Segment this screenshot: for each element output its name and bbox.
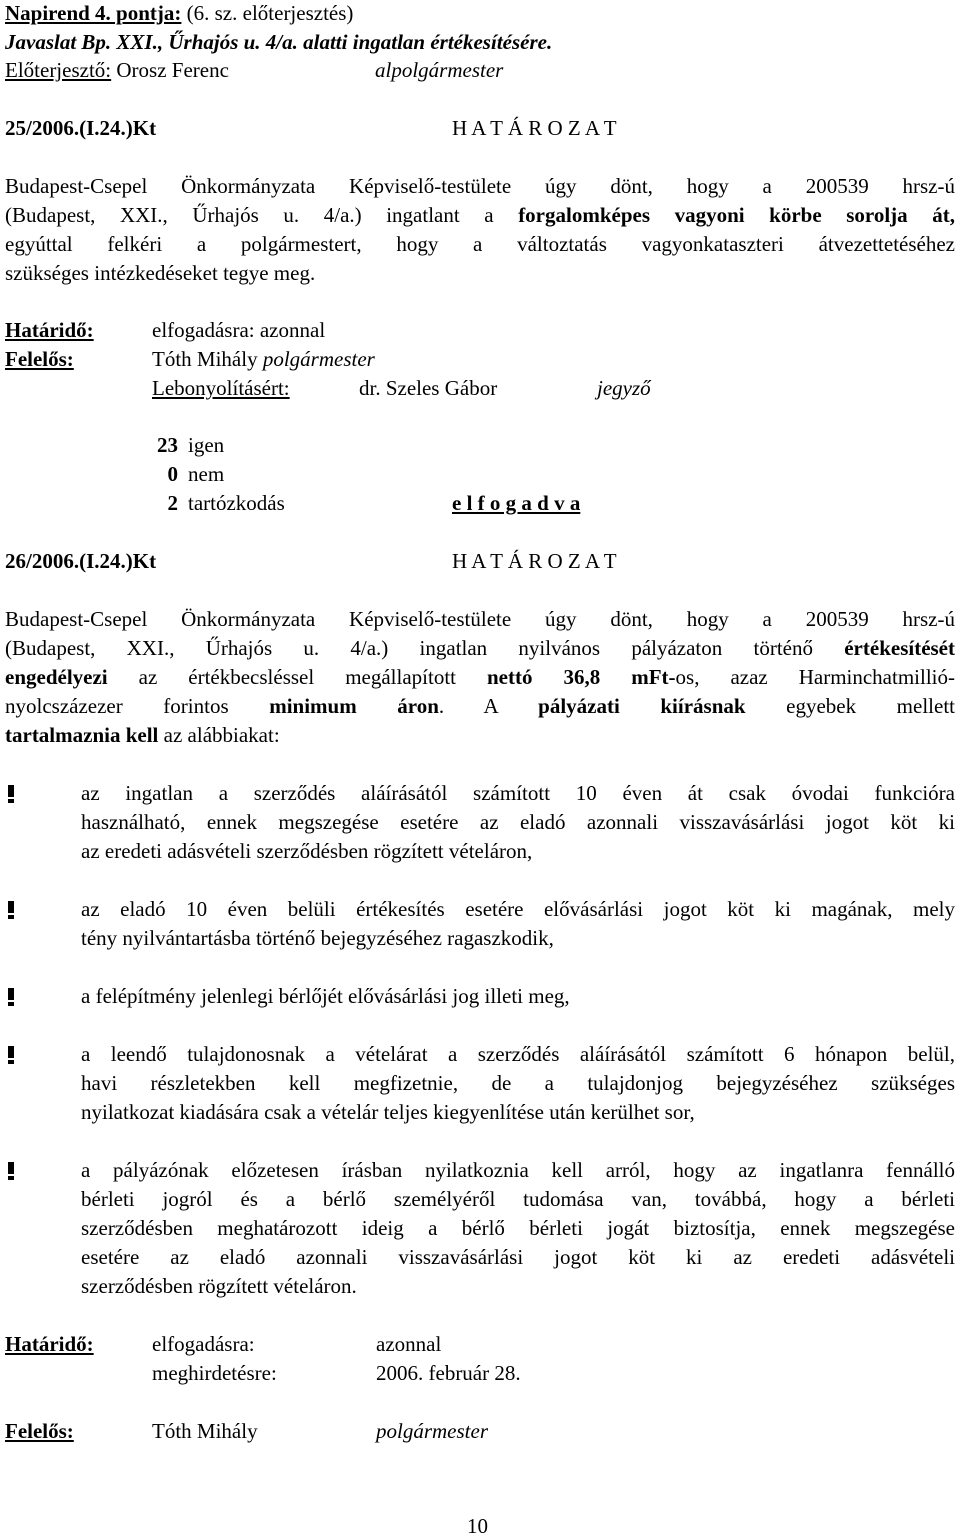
resolution-text-line: engedélyezi az értékbecsléssel megállapított nettó 36,8 mFt-os, azaz Harminchatmillió- bbox=[5, 665, 956, 689]
bullet-line: a leendő tulajdonosnak a vételárat a szerződés aláírásától számított 6 hónapon belül, bbox=[81, 1042, 955, 1066]
bullet-line: esetére az eladó azonnali visszavásárlási jogot köt ki az eredeti adásvételi bbox=[81, 1245, 955, 1269]
vote-count: 2 bbox=[167, 491, 178, 515]
resolution-text-line: Budapest-Csepel Önkormányzata Képviselő-testülete úgy dönt, hogy a 200539 hrsz-ú bbox=[5, 174, 955, 198]
exclamation-bullet-icon bbox=[5, 1162, 17, 1180]
exclamation-bullet-icon bbox=[5, 901, 17, 919]
bullet-line: a felépítmény jelenlegi bérlőjét elővásárlási jog illeti meg, bbox=[81, 984, 570, 1008]
resolution-text-line: egyúttal felkéri a polgármestert, hogy a változtatás vagyonkataszteri átvezettetéséhez bbox=[5, 232, 955, 256]
deadline-label: Határidő: bbox=[5, 1332, 94, 1356]
execution-label: Lebonyolításért: bbox=[152, 376, 290, 400]
vote-label: tartózkodás bbox=[188, 491, 285, 515]
responsible-title: polgármester bbox=[262, 347, 375, 371]
exclamation-bullet-icon bbox=[5, 988, 17, 1006]
vote-label: nem bbox=[188, 462, 225, 486]
responsible-name: Tóth Mihály bbox=[152, 1419, 258, 1443]
bullet-line: az eladó 10 éven belüli értékesítés esetére elővásárlási jogot köt ki magának, mely bbox=[81, 897, 955, 921]
agenda-label: Napirend 4. pontja: bbox=[5, 1, 182, 25]
resolution-text-line: nyolcszázezer forintos minimum áron. A pályázati kiírásnak egyebek mellett bbox=[5, 694, 955, 718]
presenter-line bbox=[5, 58, 229, 82]
vote-count: 0 bbox=[167, 462, 178, 486]
proposal-title: Javaslat Bp. XXI., Űrhajós u. 4/a. alatti ingatlan értékesítésére. bbox=[5, 30, 553, 54]
bullet-line: havi részletekben kell megfizetnie, de a tulajdonjog bejegyzéséhez szükséges bbox=[81, 1071, 955, 1095]
responsible-label: Felelős: bbox=[5, 347, 74, 371]
bullet-line: a pályázónak előzetesen írásban nyilatkoznia kell arról, hogy az ingatlanra fennálló bbox=[81, 1158, 955, 1182]
bullet-line: az eredeti adásvételi szerződésben rögzített vételáron, bbox=[81, 839, 533, 863]
resolution-text-line: szükséges intézkedéseket tegye meg. bbox=[5, 261, 316, 285]
vote-label: igen bbox=[188, 433, 225, 457]
execution-name: dr. Szeles Gábor bbox=[359, 376, 498, 400]
resolution-text-line: (Budapest, XXI., Űrhajós u. 4/a.) ingatlan nyilvános pályázaton történő értékesítését bbox=[5, 636, 955, 660]
agenda-line bbox=[5, 1, 353, 25]
page-number: 10 bbox=[467, 1514, 488, 1538]
agenda-note: (6. sz. előterjesztés) bbox=[186, 1, 354, 25]
deadline-value: 2006. február 28. bbox=[376, 1361, 521, 1385]
exclamation-bullet-icon bbox=[5, 785, 17, 803]
presenter-title: alpolgármester bbox=[375, 58, 504, 82]
responsible-line bbox=[152, 347, 375, 371]
responsible-name: Tóth Mihály bbox=[152, 347, 258, 371]
deadline-value: azonnal bbox=[376, 1332, 442, 1356]
resolution-text-line: Budapest-Csepel Önkormányzata Képviselő-testülete úgy dönt, hogy a 200539 hrsz-ú bbox=[5, 607, 955, 631]
resolution-text-line: (Budapest, XXI., Űrhajós u. 4/a.) ingatlant a forgalomképes vagyoni körbe sorolja át, bbox=[5, 203, 955, 227]
execution-title: jegyző bbox=[597, 376, 651, 400]
bullet-line: szerződésben meghatározott ideig a bérlő bérleti jogát biztosítja, ennek megszegése bbox=[81, 1216, 955, 1240]
bullet-line: bérleti jogról és a bérlő személyéről tudomása van, továbbá, hogy a bérleti bbox=[81, 1187, 955, 1211]
resolution-number: 26/2006.(I.24.)Kt bbox=[5, 549, 157, 573]
resolution-title: H A T Á R O Z A T bbox=[452, 116, 617, 140]
vote-result: e l f o g a d v a bbox=[452, 491, 581, 515]
deadline-key: meghirdetésre: bbox=[152, 1361, 277, 1385]
resolution-title: H A T Á R O Z A T bbox=[452, 549, 617, 573]
presenter-name: Orosz Ferenc bbox=[116, 58, 229, 82]
responsible-title: polgármester bbox=[376, 1419, 488, 1443]
exclamation-bullet-icon bbox=[5, 1046, 17, 1064]
deadline-label: Határidő: bbox=[5, 318, 94, 342]
bullet-line: nyilatkozat kiadására csak a vételár teljes kiegyenlítése után kerülhet sor, bbox=[81, 1100, 695, 1124]
presenter-label: Előterjesztő: bbox=[5, 58, 112, 82]
deadline-key: elfogadásra: bbox=[152, 1332, 255, 1356]
deadline-value: elfogadásra: azonnal bbox=[152, 318, 326, 342]
responsible-label: Felelős: bbox=[5, 1419, 74, 1443]
bullet-line: az ingatlan a szerződés aláírásától számított 10 éven át csak óvodai funkcióra bbox=[81, 781, 955, 805]
vote-count: 23 bbox=[157, 433, 178, 457]
bullet-line: tény nyilvántartásba történő bejegyzéséhez ragaszkodik, bbox=[81, 926, 554, 950]
bullet-line: használható, ennek megszegése esetére az eladó azonnali visszavásárlási jogot köt ki bbox=[81, 810, 955, 834]
bullet-line: szerződésben rögzített vételáron. bbox=[81, 1274, 357, 1298]
resolution-text-line: tartalmaznia kell az alábbiakat: bbox=[5, 723, 280, 747]
resolution-number: 25/2006.(I.24.)Kt bbox=[5, 116, 157, 140]
